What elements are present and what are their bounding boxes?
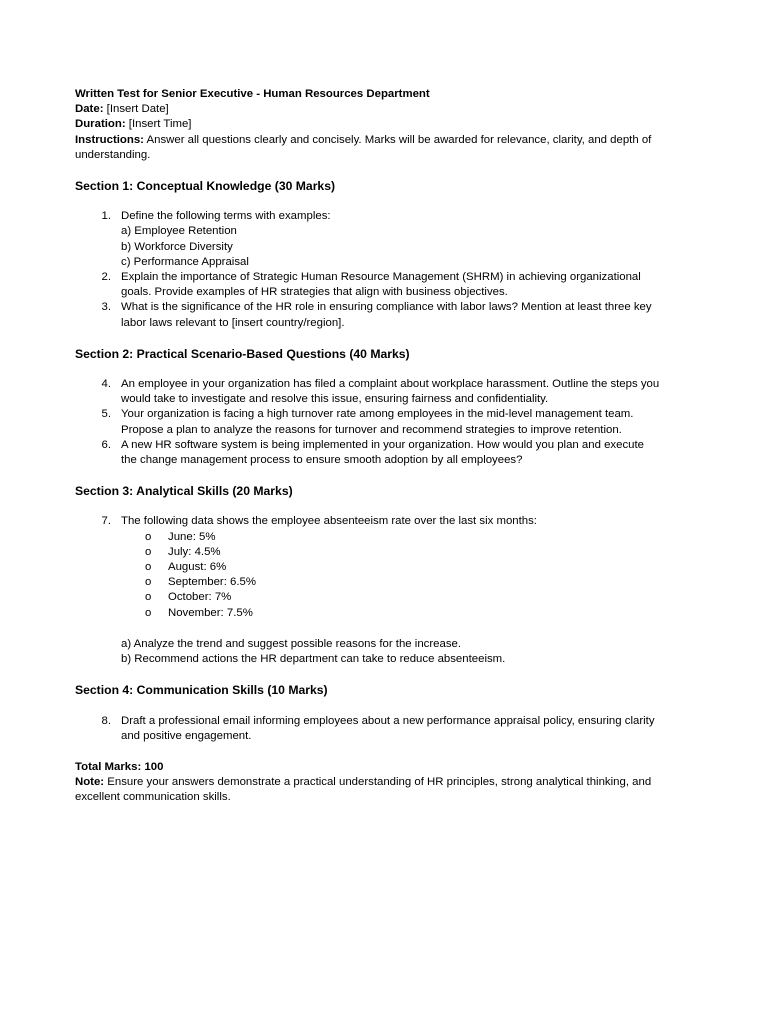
- instructions-text-1: Answer all questions clearly and concisely. Marks will be awarded for relevance, clarity, and depth of: [146, 133, 652, 146]
- question-5-line-1: Your organization is facing a high turnover rate among employees in the mid-level management team.: [121, 408, 634, 421]
- section-3-questions: [75, 514, 685, 529]
- document-title: [75, 87, 685, 102]
- title-text: Written Test for Senior Executive - Human Resources Department: [75, 88, 430, 100]
- bullet-marker: o: [145, 561, 152, 574]
- note: [75, 775, 685, 805]
- section-1-heading: Section 1: Conceptual Knowledge (30 Marks): [75, 179, 336, 194]
- question-4-line-2: would take to investigate and resolve this issue, ensuring fairness and confidentiality.: [121, 393, 549, 406]
- absenteeism-list: [75, 530, 685, 621]
- duration-line: [75, 117, 685, 132]
- absenteeism-august: August: 6%: [168, 561, 227, 574]
- question-3: [75, 300, 685, 330]
- instructions-line-1: [75, 133, 685, 148]
- question-2-line-1: Explain the importance of Strategic Human Resource Management (SHRM) in achieving organizational: [121, 271, 641, 284]
- question-1: [75, 209, 685, 270]
- absenteeism-november: November: 7.5%: [168, 606, 253, 619]
- question-6-line-1: A new HR software system is being implemented in your organization. How would you plan and execute: [121, 438, 644, 451]
- absenteeism-july: July: 4.5%: [168, 545, 221, 558]
- note-text-1: Ensure your answers demonstrate a practical understanding of HR principles, strong analytical thinking, and: [107, 776, 652, 789]
- total-marks: [75, 760, 685, 775]
- list-item: [75, 545, 685, 560]
- question-5-number: 5.: [101, 408, 111, 421]
- section-3-heading: Section 3: Analytical Skills (20 Marks): [75, 484, 293, 499]
- section-2-questions: [75, 377, 685, 468]
- question-4-line-1: An employee in your organization has filed a complaint about workplace harassment. Outline the steps you: [121, 378, 660, 391]
- note-line-1: [75, 775, 685, 790]
- absenteeism-june: June: 5%: [168, 530, 216, 543]
- date-line: [75, 102, 685, 117]
- question-1-number: 1.: [101, 210, 111, 223]
- question-6-line-2: the change management process to ensure smooth adoption by all employees?: [121, 454, 523, 467]
- section-4-heading: Section 4: Communication Skills (10 Marks): [75, 683, 328, 698]
- question-2: [75, 270, 685, 300]
- list-item: [75, 530, 685, 545]
- question-4-number: 4.: [101, 378, 111, 391]
- section-4-questions: [75, 714, 685, 744]
- instructions-line-2: understanding.: [75, 148, 151, 161]
- question-7-number: 7.: [101, 515, 111, 528]
- question-1-text: Define the following terms with examples:: [121, 210, 331, 223]
- instructions: [75, 133, 685, 163]
- question-7-part-b: b) Recommend actions the HR department can take to reduce absenteeism.: [121, 653, 506, 666]
- list-item: [75, 575, 685, 590]
- question-5: [75, 407, 685, 437]
- list-item: [75, 606, 685, 621]
- bullet-marker: o: [145, 530, 152, 543]
- question-1-sub-b: b) Workforce Diversity: [121, 240, 233, 253]
- date-label: Date:: [75, 103, 104, 116]
- bullet-marker: o: [145, 591, 152, 604]
- duration-label: Duration:: [75, 118, 126, 131]
- list-item: [75, 560, 685, 575]
- question-8-number: 8.: [101, 714, 111, 727]
- note-line-2: excellent communication skills.: [75, 791, 231, 804]
- question-1-sub-c: c) Performance Appraisal: [121, 255, 249, 268]
- bullet-marker: o: [145, 606, 152, 619]
- question-4: [75, 377, 685, 407]
- question-6-number: 6.: [101, 438, 111, 451]
- question-7-part-a: a) Analyze the trend and suggest possible reasons for the increase.: [121, 637, 462, 650]
- question-2-line-2: goals. Provide examples of HR strategies that align with business objectives.: [121, 286, 508, 299]
- question-1-sub-a: a) Employee Retention: [121, 225, 237, 238]
- question-7: [75, 514, 685, 529]
- question-6: [75, 438, 685, 468]
- section-1-questions: [75, 209, 685, 331]
- instructions-label: Instructions:: [75, 133, 144, 146]
- question-3-line-1: What is the significance of the HR role in ensuring compliance with labor laws? Mention at least three key: [121, 301, 652, 314]
- bullet-marker: o: [145, 576, 152, 589]
- question-2-number: 2.: [101, 271, 111, 284]
- note-label: Note:: [75, 776, 105, 789]
- question-8: [75, 714, 685, 744]
- question-7-text: The following data shows the employee absenteeism rate over the last six months:: [121, 515, 537, 528]
- list-item: [75, 590, 685, 605]
- question-3-number: 3.: [101, 301, 111, 314]
- date-value: [Insert Date]: [106, 103, 169, 116]
- question-5-line-2: Propose a plan to analyze the reasons for turnover and recommend strategies to improve retention.: [121, 423, 622, 436]
- absenteeism-october: October: 7%: [168, 591, 232, 604]
- document-body: [75, 87, 685, 806]
- duration-value: [Insert Time]: [128, 118, 192, 131]
- total-marks-text: Total Marks: 100: [75, 760, 164, 773]
- bullet-marker: o: [145, 545, 152, 558]
- section-2-heading: Section 2: Practical Scenario-Based Questions (40 Marks): [75, 346, 410, 361]
- question-3-line-2: labor laws relevant to [insert country/region].: [121, 316, 345, 329]
- question-8-line-1: Draft a professional email informing employees about a new performance appraisal policy, ensuring clarity: [121, 714, 655, 727]
- question-8-line-2: and positive engagement.: [121, 729, 252, 742]
- absenteeism-september: September: 6.5%: [168, 576, 257, 589]
